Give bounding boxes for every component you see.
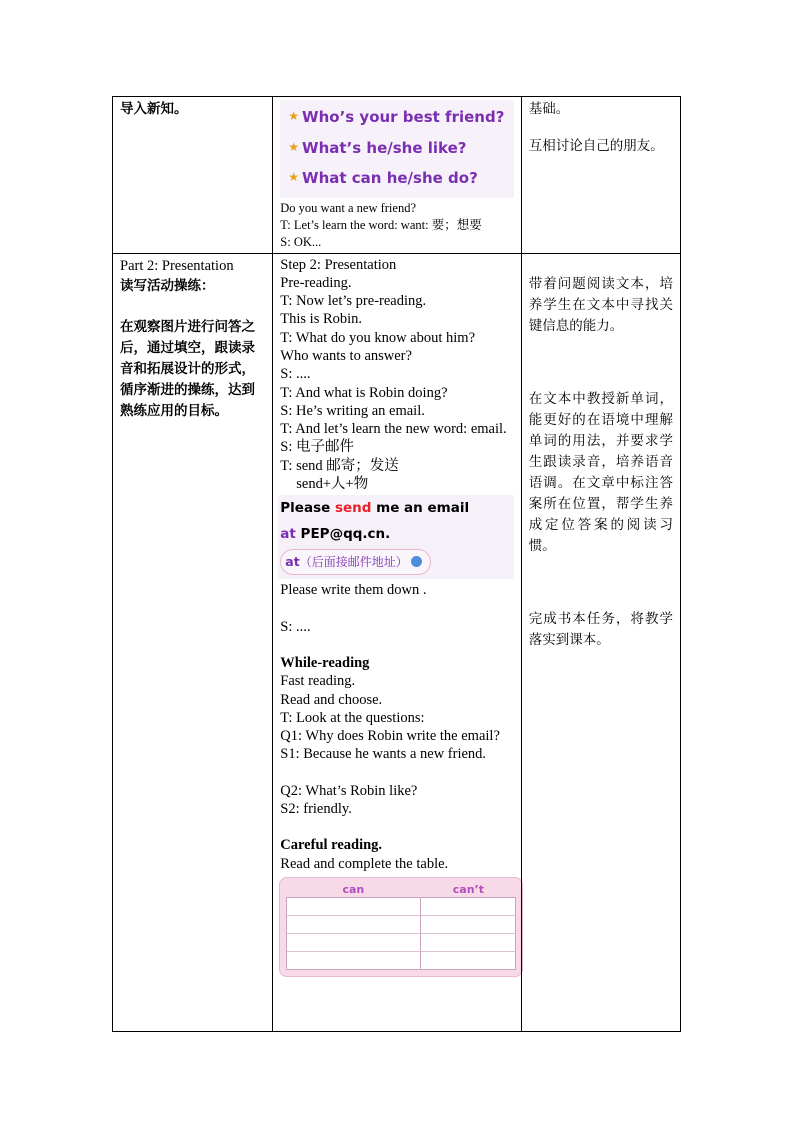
dialogue-line: T: Look at the questions:	[280, 709, 425, 726]
slide-note-pill: at（后面接邮件地址）	[280, 549, 430, 575]
purpose-text: 完成书本任务，将教学落实到课本。	[528, 610, 673, 648]
part-description: 在观察图片进行问答之后，通过填空，跟读录音和拓展设计的形式，循序渐进的操练，达到熟练应用的目标。	[120, 318, 255, 419]
dialogue-line: S2: friendly.	[280, 801, 352, 818]
can-cant-table	[279, 877, 523, 977]
dialogue-line: Pre-reading.	[280, 274, 352, 291]
purpose-text: 带着问题阅读文本，培养学生在文本中寻找关键信息的能力。	[528, 275, 673, 334]
part-title: Part 2: Presentation	[120, 257, 234, 274]
dialogue-line: send+人+物	[296, 476, 369, 493]
blank-grid	[286, 897, 516, 970]
purpose-text: 互相讨论自己的朋友。	[528, 138, 664, 154]
blank-row	[287, 952, 515, 969]
star-icon: ★	[288, 139, 300, 154]
dialogue-line: S1: Because he wants a new friend.	[280, 746, 487, 763]
step-title: Step 2: Presentation	[280, 256, 397, 273]
activity-cell	[273, 97, 521, 254]
dialogue-line: S: OK...	[280, 234, 322, 249]
blank-row	[287, 898, 515, 916]
dialogue-line: T: Let’s learn the word: want: 要；想要	[280, 217, 482, 232]
blank-row	[287, 916, 515, 934]
question-slide	[280, 100, 514, 198]
column-header: can	[342, 882, 365, 896]
blank-row	[287, 934, 515, 952]
activity-cell	[273, 253, 521, 1031]
star-icon: ★	[288, 170, 300, 184]
dialogue-line: T: send 邮寄；发送	[280, 457, 399, 474]
purpose-cell	[521, 97, 680, 254]
stage-title: 导入新知。	[120, 101, 188, 117]
dialogue-line: T: And what is Robin doing?	[280, 384, 448, 401]
dialogue-line: T: What do you know about him?	[280, 329, 476, 346]
column-header: can’t	[452, 882, 484, 896]
table-header	[286, 882, 516, 897]
dialogue-line: S: He’s writing an email.	[280, 402, 425, 419]
dialogue-line: Please write them down .	[280, 582, 427, 599]
stage-cell	[113, 253, 273, 1031]
dialogue-line: Do you want a new friend?	[280, 200, 416, 215]
dialogue-line: This is Robin.	[280, 311, 363, 328]
stage-cell	[113, 97, 273, 254]
dialogue-line: Who wants to answer?	[280, 347, 412, 364]
section-title: While-reading	[280, 654, 370, 671]
dialogue-line: Read and choose.	[280, 691, 383, 708]
email-slide	[278, 495, 514, 579]
purpose-text: 基础。	[528, 101, 570, 117]
dialogue-line: S: ....	[280, 618, 311, 635]
dialogue-line: Q1: Why does Robin write the email?	[280, 728, 500, 745]
star-icon: ★	[288, 109, 300, 123]
question-line: ★ What’s he/she like?	[288, 138, 467, 157]
table-row	[113, 253, 681, 1031]
question-line: ★ What can he/she do?	[288, 169, 478, 187]
dialogue-line: S: 电子邮件	[280, 439, 354, 456]
dialogue-line: T: And let’s learn the new word: email.	[280, 421, 507, 438]
slide-sentence: Please send me an email	[280, 500, 470, 517]
purpose-text: 在文本中教授新单词，能更好的在语境中理解单词的用法，并要求学生跟读录音，培养语音语调。在文章中标注答案所在位置，帮学生养成定位答案的阅读习惯。	[528, 390, 673, 554]
dialogue-line: Q2: What’s Robin like?	[280, 782, 418, 799]
purpose-cell	[521, 253, 680, 1031]
lesson-plan-table	[112, 96, 681, 1032]
question-line: ★ Who’s your best friend?	[288, 108, 505, 126]
section-title: Careful reading.	[280, 837, 383, 854]
speech-bubble-icon	[411, 556, 422, 567]
slide-address: at PEP@qq.cn.	[280, 526, 391, 543]
dialogue-line: Fast reading.	[280, 673, 356, 690]
dialogue-line: T: Now let’s pre-reading.	[280, 293, 427, 310]
part-subtitle: 读写活动操练：	[120, 278, 215, 294]
table-row	[113, 97, 681, 254]
dialogue-line: Read and complete the table.	[280, 855, 449, 872]
dialogue-line: S: ....	[280, 366, 311, 383]
